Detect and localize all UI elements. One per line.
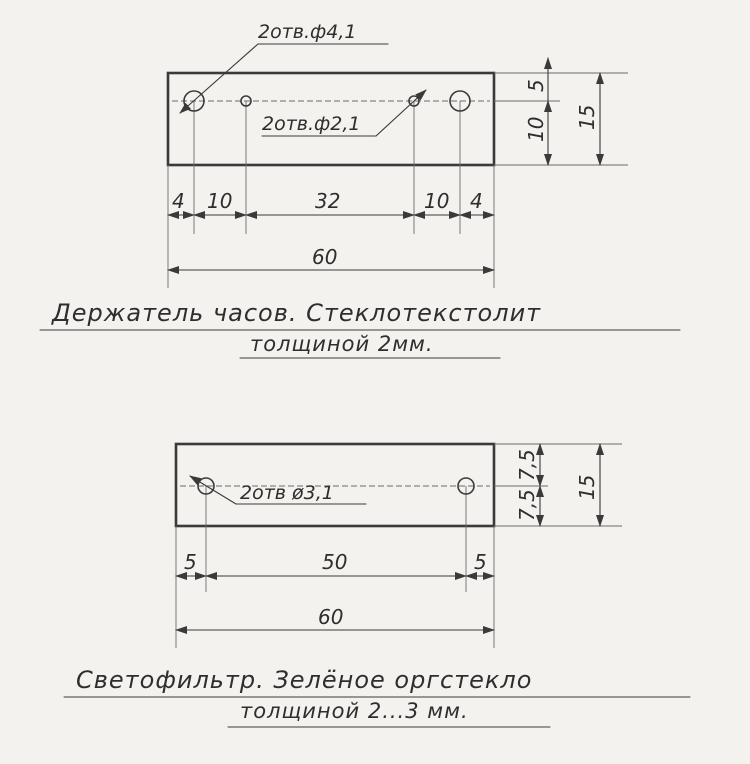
part2-dim-total-60: 60	[318, 605, 344, 629]
part2-dim-bottom-5-left: 5	[184, 550, 197, 574]
part1-hole-note-large: 2отв.ф4,1	[258, 21, 357, 43]
part1-caption-line1: Держатель часов. Стеклотекстолит	[52, 299, 542, 327]
part1-leader-small-diag	[376, 90, 426, 136]
part1-dim-bottom-32: 32	[315, 189, 341, 213]
part1-dim-bottom-10-right: 10	[424, 189, 450, 213]
part1-dim-bottom-10-left: 10	[207, 189, 233, 213]
part1-dim-right-5: 5	[524, 79, 548, 92]
part2-hole-note: 2отв ø3,1	[240, 482, 334, 504]
part2-plate-outline	[176, 444, 494, 526]
part2-dim-bottom-5-right: 5	[474, 550, 487, 574]
part1-dim-right-15: 15	[575, 104, 599, 130]
part1-dim-bottom-4-right: 4	[470, 189, 483, 213]
part2-dim-right-15: 15	[575, 474, 599, 500]
part1-dim-right-10: 10	[524, 116, 548, 142]
part2-dim-bottom-50: 50	[322, 550, 348, 574]
part2-leader-diag	[190, 476, 236, 504]
part2-drawing	[64, 444, 690, 727]
part1-dim-total-60: 60	[312, 245, 338, 269]
part2-caption-line1: Светофильтр. Зелёное оргстекло	[76, 666, 533, 694]
part1-caption-line2: толщиной 2мм.	[250, 332, 434, 356]
part2-dim-right-75b: 7,5	[515, 489, 539, 521]
part1-hole-note-small: 2отв.ф2,1	[262, 113, 361, 135]
part2-dim-right-75a: 7,5	[515, 449, 539, 481]
part2-caption-line2: толщиной 2...3 мм.	[240, 699, 469, 723]
part1-drawing	[40, 21, 680, 358]
part1-dim-bottom-4-left: 4	[172, 189, 185, 213]
